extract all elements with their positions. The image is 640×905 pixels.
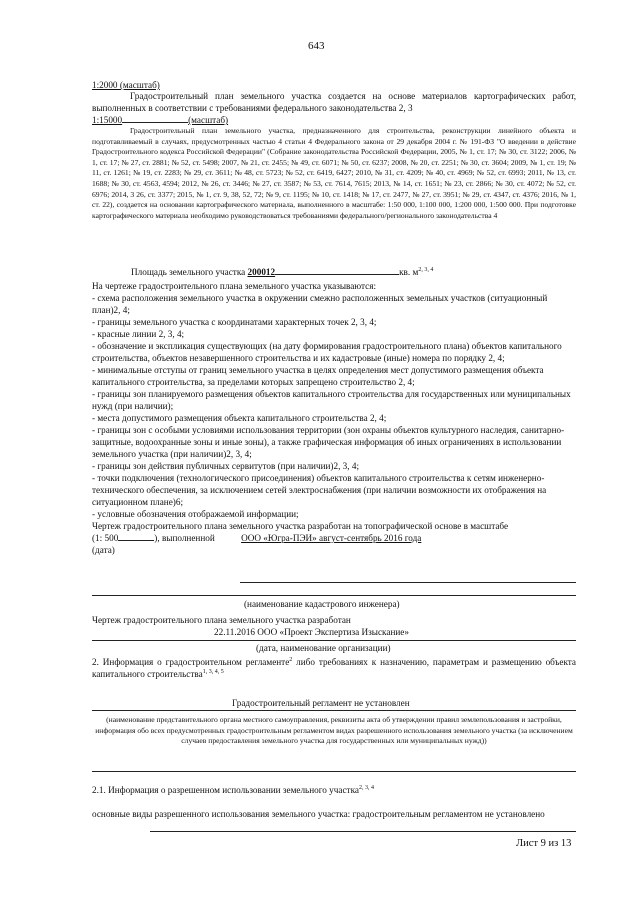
list-item: - схема расположения земельного участка в окружении смежно расположенных земельных участков (ситуационный план)2, 4; <box>92 293 548 315</box>
area-label: Площадь земельного участка <box>131 267 246 277</box>
developer-line: Чертеж градостроительного плана земельного участка разработан <box>92 615 351 625</box>
paragraph-base-materials: Градостроительный план земельного участка создается на основе материалов картографических работ, выполненных в соответствии с требованиями федерального законодательства 2, 3 <box>92 91 576 113</box>
list-item: - границы зон действия публичных сервитутов (при наличии)2, 3, 4; <box>92 461 359 471</box>
regulation-value: Градостроительный регламент не установлен <box>232 698 410 708</box>
topo-organization: ООО «Югра-ПЭИ» август-сентябрь 2016 года <box>241 533 422 543</box>
list-item: - границы земельного участка с координатами характерных точек 2, 3, 4; <box>92 317 377 327</box>
list-item: - точки подключения (технологического присоединения) объектов капитального строительства к сетям инженерно-технического обеспечения, за исключением сетей электроснабжения (при наличии возможности их отображения на ситуационном плане)6; <box>92 473 547 507</box>
drawing-contents <box>92 280 576 556</box>
divider <box>92 771 576 772</box>
cadastral-engineer-label: (наименование кадастрового инженера) <box>244 599 400 609</box>
sheet-number: Лист 9 из 13 <box>516 838 572 849</box>
developer-label: (дата, наименование организации) <box>256 643 391 653</box>
divider <box>240 582 576 583</box>
page-number: 643 <box>308 40 325 52</box>
section-2-heading: 2. Информация о градостроительном регламенте$^2$ либо требованиях к назначению, параметрам и размещению объекта капитального строительства$^{1, 3, 4, 5}$ <box>92 656 576 679</box>
divider <box>150 831 576 832</box>
divider <box>92 640 576 641</box>
scale-value: 1:15000 <box>92 115 123 125</box>
scale-line-2 <box>92 114 228 126</box>
list-item: - обозначение и экспликация существующих (на дату формирования градостроительного плана) объектов капитального строительства, объектов незавершенного строительства и их кадастровые (иные) номера по порядку 2, 4; <box>92 341 562 363</box>
divider <box>92 595 576 596</box>
section-2-1-heading: 2.1. Информация о разрешенном использовании земельного участка$^{2, 3, 4}$ <box>92 784 374 795</box>
area-unit: кв. м <box>399 267 419 277</box>
scale-line-1: 1:2000 (масштаб) <box>92 80 160 90</box>
scale-label: (масштаб) <box>188 115 229 125</box>
list-item: - места допустимого размещения объекта капитального строительства 2, 4; <box>92 413 387 423</box>
main-uses: основные виды разрешенного использования земельного участка: градостроительным регламентом не установлено <box>92 809 545 819</box>
date-label: (дата) <box>92 545 115 555</box>
list-intro: На чертеже градостроительного плана земельного участка указываются: <box>92 281 377 291</box>
regulation-label: (наименование представительного органа местного самоуправления, реквизиты акта об утверждении правил землепользования и застройки, информация обо всех предусмотренных градостроительным регламентом видах разрешенного использования земельного участка (за исключением случаев предоставления земельного участка для государственных или муниципальных нужд)) <box>95 715 573 746</box>
list-item: - границы зон планируемого размещения объектов капитального строительства для государственных или муниципальных нужд (при наличии); <box>92 389 571 411</box>
list-item: - красные линии 2, 3, 4; <box>92 329 185 339</box>
area-line: Площадь земельного участка 200012 кв. $м^{2, 3, 4}$ <box>131 266 434 277</box>
list-item: - условные обозначения отображаемой информации; <box>92 509 299 519</box>
list-item: - границы зон с особыми условиями использования территории (зон охраны объектов культурного наследия, санитарно-защитные, водоохранные зоны и иные зоны), а также графическая информация об иных ограничениях в использовании земельного участка (при наличии)2, 3, 4; <box>92 425 565 459</box>
divider <box>92 710 576 711</box>
paragraph-linear-object: Градостроительный план земельного участка, предназначенного для строительства, реконструкции линейного объекта и подготавливаемый в случаях, предусмотренных частью 4 статьи 4 Федерального закона от 29 декабря 2004 г. № 191-ФЗ "О введении в действие Градостроительного кодекса Российской Федерации" (Собрание законодательства Российской Федерации, 2005, № 1, ст. 17; № 30, ст. 3122; 2006, № 1, ст. 17; № 27, ст. 2881; № 52, ст. 5498; 2007, № 21, ст. 2455; № 49, ст. 6071; № 50, ст. 6237; 2008, № 20, ст. 2251; № 30, ст. 3604; 2009, № 1, ст. 19; № 11, ст. 1261; № 19, ст. 2283; № 29, ст. 3611; № 48, ст. 5723; № 52, ст. 6419, 6427; 2010, № 31, ст. 4209; № 40, ст. 4969; № 52, ст. 6993; 2011, № 13, ст. 1688; № 30, ст. 4563, 4594; 2012, № 26, ст. 3446; № 27, ст. 3587; № 53, ст. 7614, 7615; 2013, № 14, ст. 1651; № 23, ст. 2866; № 30, ст. 4072; № 52, ст. 6976; 2014, 3 26, ст. 3377; 2015, № 1, ст. 9, 38, 52, 72; № 9, ст. 1195; № 10, ст. 1418; № 17, ст. 2477, № 27, ст. 3951; № 29, ст. 4347, ст. 4376; 2016, № 1, ст. 22), создается на основании картографического материала, выполненного в масштабе: 1:50 000, 1:100 000, 1:200 000, 1:500 000. При подготовке картографического материала необходимо руководствоваться требованиями федерального/регионального законодательства 4 <box>92 126 576 220</box>
developer-value: 22.11.2016 ООО «Проект Экспертиза Изыскание» <box>214 627 409 637</box>
topo-line: Чертеж градостроительного плана земельного участка разработан на топографической основе в масштабе <box>92 521 509 531</box>
area-value: 200012 <box>247 267 276 277</box>
list-item: - минимальные отступы от границ земельного участка в целях определения мест допустимого размещения объекта капитального строительства, за пределами которых запрещено строительство 2, 4; <box>92 365 544 387</box>
topo-scale-line: (1: 500 ), выполненной ООО «Югра-ПЭИ» август-сентябрь 2016 года <box>92 533 422 543</box>
